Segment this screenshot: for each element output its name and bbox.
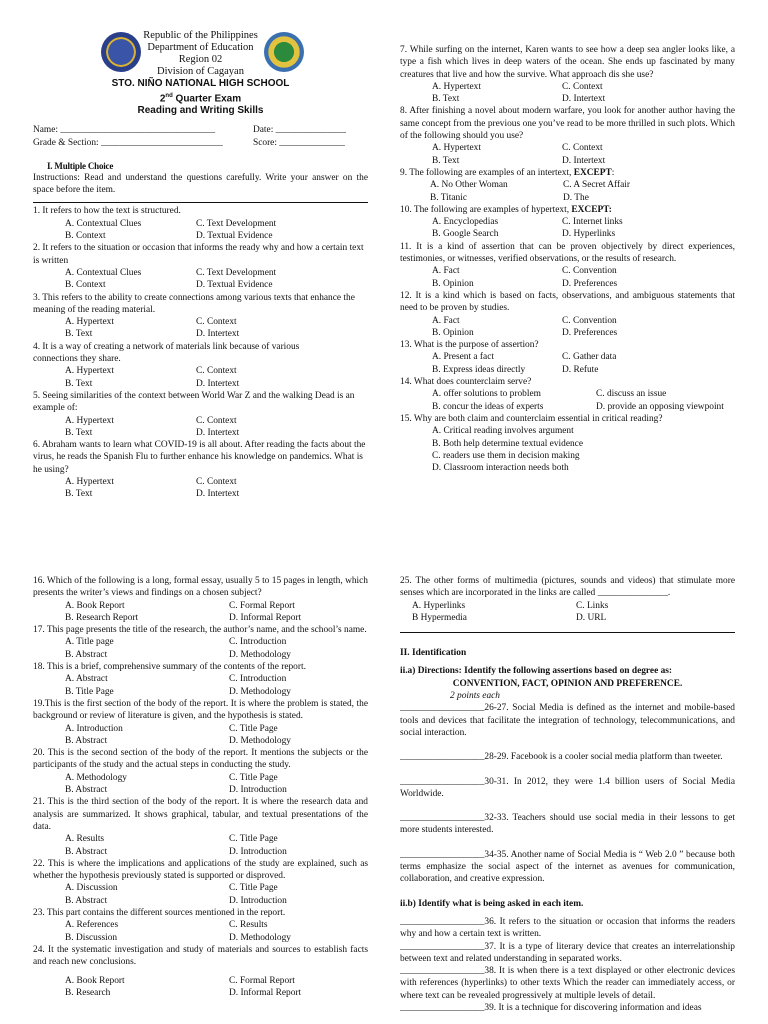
identification-item: __________________30-31. In 2012, they were 1.4 billion users of Social Media Worldwide. [400,776,735,799]
question: 17. This page presents the title of the research, the author’s name, and the school’s name. A. Title page C. Introduction B. Abstract D. Methodology [33,625,367,660]
score-field[interactable]: Score: ______________ [253,138,345,149]
section-title: I. Multiple Choice [47,160,114,171]
school-header [33,30,368,117]
header-line1: Republic of the Philippines [143,30,258,41]
school-seal-icon [264,32,304,72]
question: 2. It refers to the situation or occasion that informs the ready why and how a certain text is written A. Contextual Clues C. Text Development B. Context D. Textual Evidence [33,243,364,291]
identification-item: __________________39. It is a technique for discovering information and ideas [400,1003,702,1014]
question: 7. While surfing on the internet, Karen wants to see how a deep sea angler looks like, a type a fish which lives in deep waters of the ocean. She ends up fascinated by many creatures that live and how the survive. What approach dis she use? A. Hypertext C. Context B. Text D. Intertext [400,45,735,105]
header-line4: Division of Cagayan [157,66,244,77]
question: 21. This is the third section of the body of the report. It is where the research data and analysis are summarized. It shows graphical, tabular, and textual presentations of the data. A. Results C. Title Page B. Abstract D. Introduction [33,797,368,857]
identification-item: __________________26-27. Social Media is defined as the internet and mobile-based tools and devices that facilitate the integration of technology, telecommunications, and social interaction. [400,703,735,738]
question: 18. This is a brief, comprehensive summary of the contents of the report. A. Abstract C. Introduction B. Title Page D. Methodology [33,662,306,697]
question: 3. This refers to the ability to create connections among various texts that enhance the meaning of the reading material. A. Hypertext C. Context B. Text D. Intertext [33,292,355,340]
question: 9. The following are examples of an intertext, EXCEPT: A. No Other Woman C. A Secret Affair B. Titanic D. The [400,167,631,203]
instructions: Instructions: Read and understand the questions carefully. Write your answer on the space before the item. [33,172,368,196]
identification-item: __________________32-33. Teachers should use social media in their lessons to get more students interested. [400,813,735,836]
directions-a-choices: CONVENTION, FACT, OPINION AND PREFERENCE. [452,678,683,689]
identification-item: __________________36. It refers to the situation or occasion that informs the readers why and how a certain text is written. [400,916,735,940]
divider [400,632,735,633]
subject-title: Reading and Writing Skills [137,105,264,117]
question: 12. It is a kind which is based on facts, observations, and ambiguous statements that need to be proven by studies. A. Fact C. Convention B. Opinion D. Preferences [400,290,735,338]
column-left-top [33,30,368,501]
question: 10. The following are examples of hypertext, EXCEPT: A. Encyclopedias C. Internet links B. Google Search D. Hyperlinks [400,204,623,240]
question: 22. This is where the implications and applications of the study are explained, such as whether the hypothesis previously stated is supported or disproved. A. Discussion C. Title Page B. Abstract D. Introduction [33,858,368,906]
school-name: STO. NIÑO NATIONAL HIGH SCHOOL [111,78,290,89]
deped-seal-icon [101,32,141,72]
directions-b: ii.b) Identify what is being asked in each item. [400,898,584,909]
question: 25. The other forms of multimedia (pictures, sounds and videos) that stimulate more senses which are incorporated in the links are called _______________. A. Hyperlinks C. Links B Hypermedia D. URL [400,576,735,623]
directions-a: ii.a) Directions: Identify the following assertions based on degree as: [400,666,673,677]
question: 15. Why are both claim and counterclaim essential in critical reading? A. Critical reading involves argument B. Both help determine textual evidence C. readers use them in decision making D. Classroom interaction needs both [400,413,663,474]
question: 19.This is the first section of the body of the report. It is where the problem is stated, the background or review of literature is given, and the hypothesis is stated. A. Introduction C. Title Page B. Abstract D. Methodology [33,698,368,746]
identification-item: __________________28-29. Facebook is a cooler social media platform than tweeter. [400,752,723,763]
question: 1. It refers to how the text is structured. A. Contextual Clues C. Text Development B. Context D. Textual Evidence [33,206,277,242]
question: 8. After finishing a novel about modern warfare, you look for another author having the same concept from the previous one you’ve read to be more thrilled in such plots. Which of the following should you use? A. Hypertext C. Context B. Text D. Intertext [400,106,735,166]
identification-item: __________________38. It is when there is a text displayed or other electronic devices with references (hyperlinks) to other texts Which the reader can immediately access, or where text can be revealed progressively at multiple levels of detail. [400,966,735,1001]
grade-field[interactable]: Grade & Section: __________________________ [33,138,223,149]
identification-item: __________________34-35. Another name of Social Media is “ Web 2.0 ” because both terms emphasize the social aspect of the internet as avenues for communication, collaboration, and creative expression. [400,849,735,885]
divider [33,202,368,203]
name-field[interactable]: Name: _________________________________ [33,125,216,135]
column-right-bottom [400,575,735,1014]
question: 16. Which of the following is a long, formal essay, usually 5 to 15 pages in length, which presents the writer’s views and findings on a chosen subject? A. Book Report C. Formal Report B. Research Report D. Informal Report [33,576,368,623]
question: 6. Abraham wants to learn what COVID-19 is all about. After reading the facts about the virus, he reads the Spanish Flu to further enhance his knowledge on pandemics. What is he using? A. Hypertext C. Context B. Text D. Intertext [33,440,366,500]
date-field[interactable]: Date: _______________ [253,125,346,135]
question: 23. This part contains the different sources mentioned in the report. A. References C. Results B. Discussion D. Methodology [33,908,291,943]
question: 14. What does counterclaim serve? A. offer solutions to problem C. discuss an issue B. concur the ideas of experts D. provide an opposing viewpoint [400,377,724,412]
question: 24. It the systematic investigation and study of materials and sources to establish facts and reach new conclusions. A. Book Report C. Formal Report B. Research D. Informal Report [33,944,368,998]
student-fields [33,124,368,150]
column-left-bottom [33,575,368,999]
points-note: 2 points each [450,691,500,702]
question: 4. It is a way of creating a network of materials link because of various connections they share. A. Hypertext C. Context B. Text D. Intertext [33,341,300,389]
question: 13. What is the purpose of assertion? A. Present a fact C. Gather data B. Express ideas directly D. Refute [400,340,617,375]
header-line3: Region 02 [178,54,223,65]
question: 5. Seeing similarities of the context between World War Z and the walking Dead is an example of: A. Hypertext C. Context B. Text D. Intertext [33,390,355,438]
exam-title: 2nd Quarter Exam [159,93,242,105]
question: 20. This is the second section of the body of the report. It mentions the subjects or the participants of the study and the actual steps in conducting the study. A. Methodology C. Title Page B. Abstract D. Introduction [33,748,368,796]
header-line2: Department of Education [147,42,254,53]
identification-item: __________________37. It is a type of literary device that creates an interrelationship between text and related understanding in separated works. [400,941,735,964]
section-title: II. Identification [400,648,467,659]
column-right-top [400,44,735,474]
question: 11. It is a kind of assertion that can be proven objectively by direct experiences, testimonies, or witnesses, verified observations, or the results of research. A. Fact C. Convention B. Opinion D. Preferences [400,241,735,289]
